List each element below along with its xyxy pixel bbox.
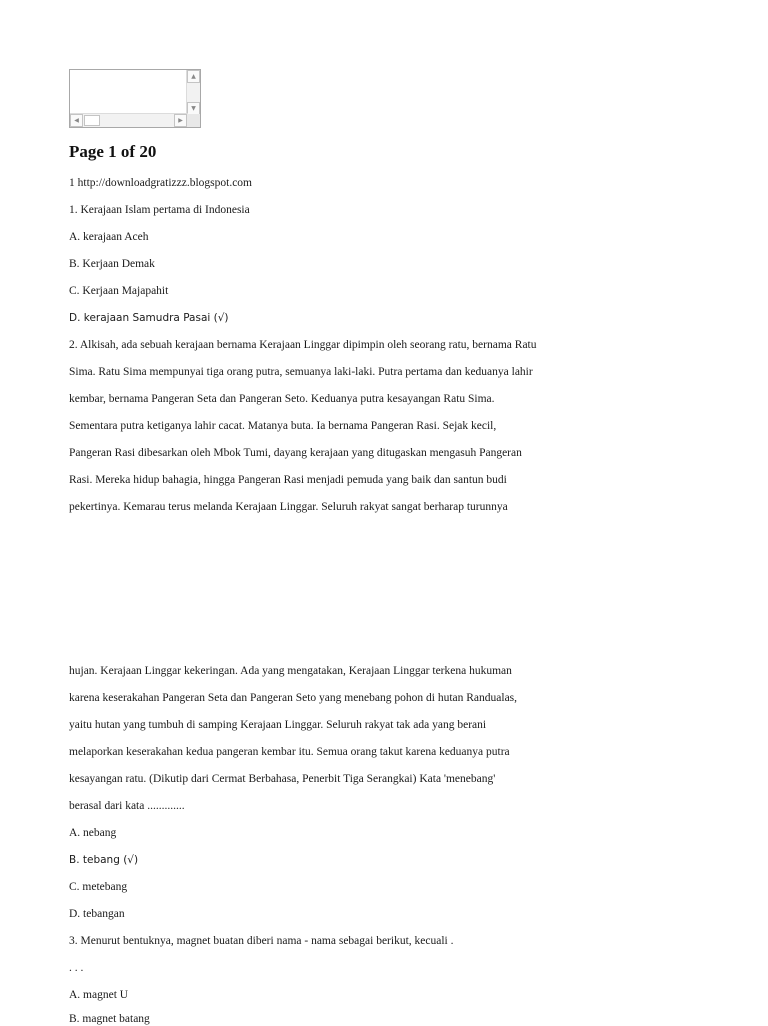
question-2-line-10: yaitu hutan yang tumbuh di samping Kerajaan Linggar. Seluruh rakyat tak ada yang berani xyxy=(69,719,487,731)
question-2-line-3: kembar, bernama Pangeran Seta dan Pangeran Seto. Keduanya putra kesayangan Ratu Sima. xyxy=(69,393,495,405)
question-2-line-4: Sementara putra ketiganya lahir cacat. Matanya buta. Ia bernama Pangeran Rasi. Sejak kecil, xyxy=(69,420,497,432)
question-2-line-12: kesayangan ratu. (Dikutip dari Cermat Berbahasa, Penerbit Tiga Serangkai) Kata 'menebang' xyxy=(69,773,496,785)
question-2-line-1: 2. Alkisah, ada sebuah kerajaan bernama Kerajaan Linggar dipimpin oleh seorang ratu, bernama Ratu xyxy=(69,339,537,351)
scroll-left-icon[interactable]: ◀ xyxy=(70,114,83,127)
q3-option-b: B. magnet batang xyxy=(69,1013,150,1025)
question-2-line-5: Pangeran Rasi dibesarkan oleh Mbok Tumi, dayang kerajaan yang ditugaskan mengasuh Pangeran xyxy=(69,447,522,459)
question-3-line-2: . . . xyxy=(69,962,84,974)
question-2-line-11: melaporkan keserakahan kedua pangeran kembar itu. Semua orang takut karena keduanya putra xyxy=(69,746,510,758)
question-2-line-7: pekertinya. Kemarau terus melanda Kerajaan Linggar. Seluruh rakyat sangat berharap turunnya xyxy=(69,501,508,513)
source-url-line: 1 http://downloadgratizzz.blogspot.com xyxy=(69,177,253,189)
question-3-line-1: 3. Menurut bentuknya, magnet buatan diberi nama - nama sebagai berikut, kecuali . xyxy=(69,935,454,947)
page-title: Page 1 of 20 xyxy=(69,142,157,161)
question-2-line-2: Sima. Ratu Sima mempunyai tiga orang putra, semuanya laki-laki. Putra pertama dan keduanya lahir xyxy=(69,366,533,378)
q2-option-a: A. nebang xyxy=(69,827,117,839)
scroll-right-icon[interactable]: ▶ xyxy=(174,114,187,127)
q1-option-a: A. kerajaan Aceh xyxy=(69,231,149,243)
question-2-line-8: hujan. Kerajaan Linggar kekeringan. Ada yang mengatakan, Kerajaan Linggar terkena hukuman xyxy=(69,665,512,677)
q1-option-b: B. Kerjaan Demak xyxy=(69,258,155,270)
question-1: 1. Kerajaan Islam pertama di Indonesia xyxy=(69,204,250,216)
embedded-scroll-box[interactable] xyxy=(69,69,201,128)
horizontal-scrollbar[interactable] xyxy=(70,113,188,127)
question-2-line-13: berasal dari kata ............. xyxy=(69,800,185,812)
question-2-line-9: karena keserakahan Pangeran Seta dan Pangeran Seto yang menebang pohon di hutan Randualas, xyxy=(69,692,518,704)
question-2-line-6: Rasi. Mereka hidup bahagia, hingga Pangeran Rasi menjadi pemuda yang baik dan santun budi xyxy=(69,474,507,486)
scroll-thumb[interactable] xyxy=(84,115,100,126)
q2-option-b: B. tebang (√) xyxy=(69,854,139,866)
scrollbar-corner xyxy=(187,114,200,127)
scroll-down-icon[interactable]: ▼ xyxy=(187,102,200,115)
q2-option-d: D. tebangan xyxy=(69,908,125,920)
q2-option-c: C. metebang xyxy=(69,881,128,893)
q3-option-a: A. magnet U xyxy=(69,989,129,1001)
scroll-up-icon[interactable]: ▲ xyxy=(187,70,200,83)
q1-option-c: C. Kerjaan Majapahit xyxy=(69,285,169,297)
q1-option-d: D. kerajaan Samudra Pasai (√) xyxy=(69,312,229,324)
vertical-scrollbar[interactable] xyxy=(186,70,200,115)
